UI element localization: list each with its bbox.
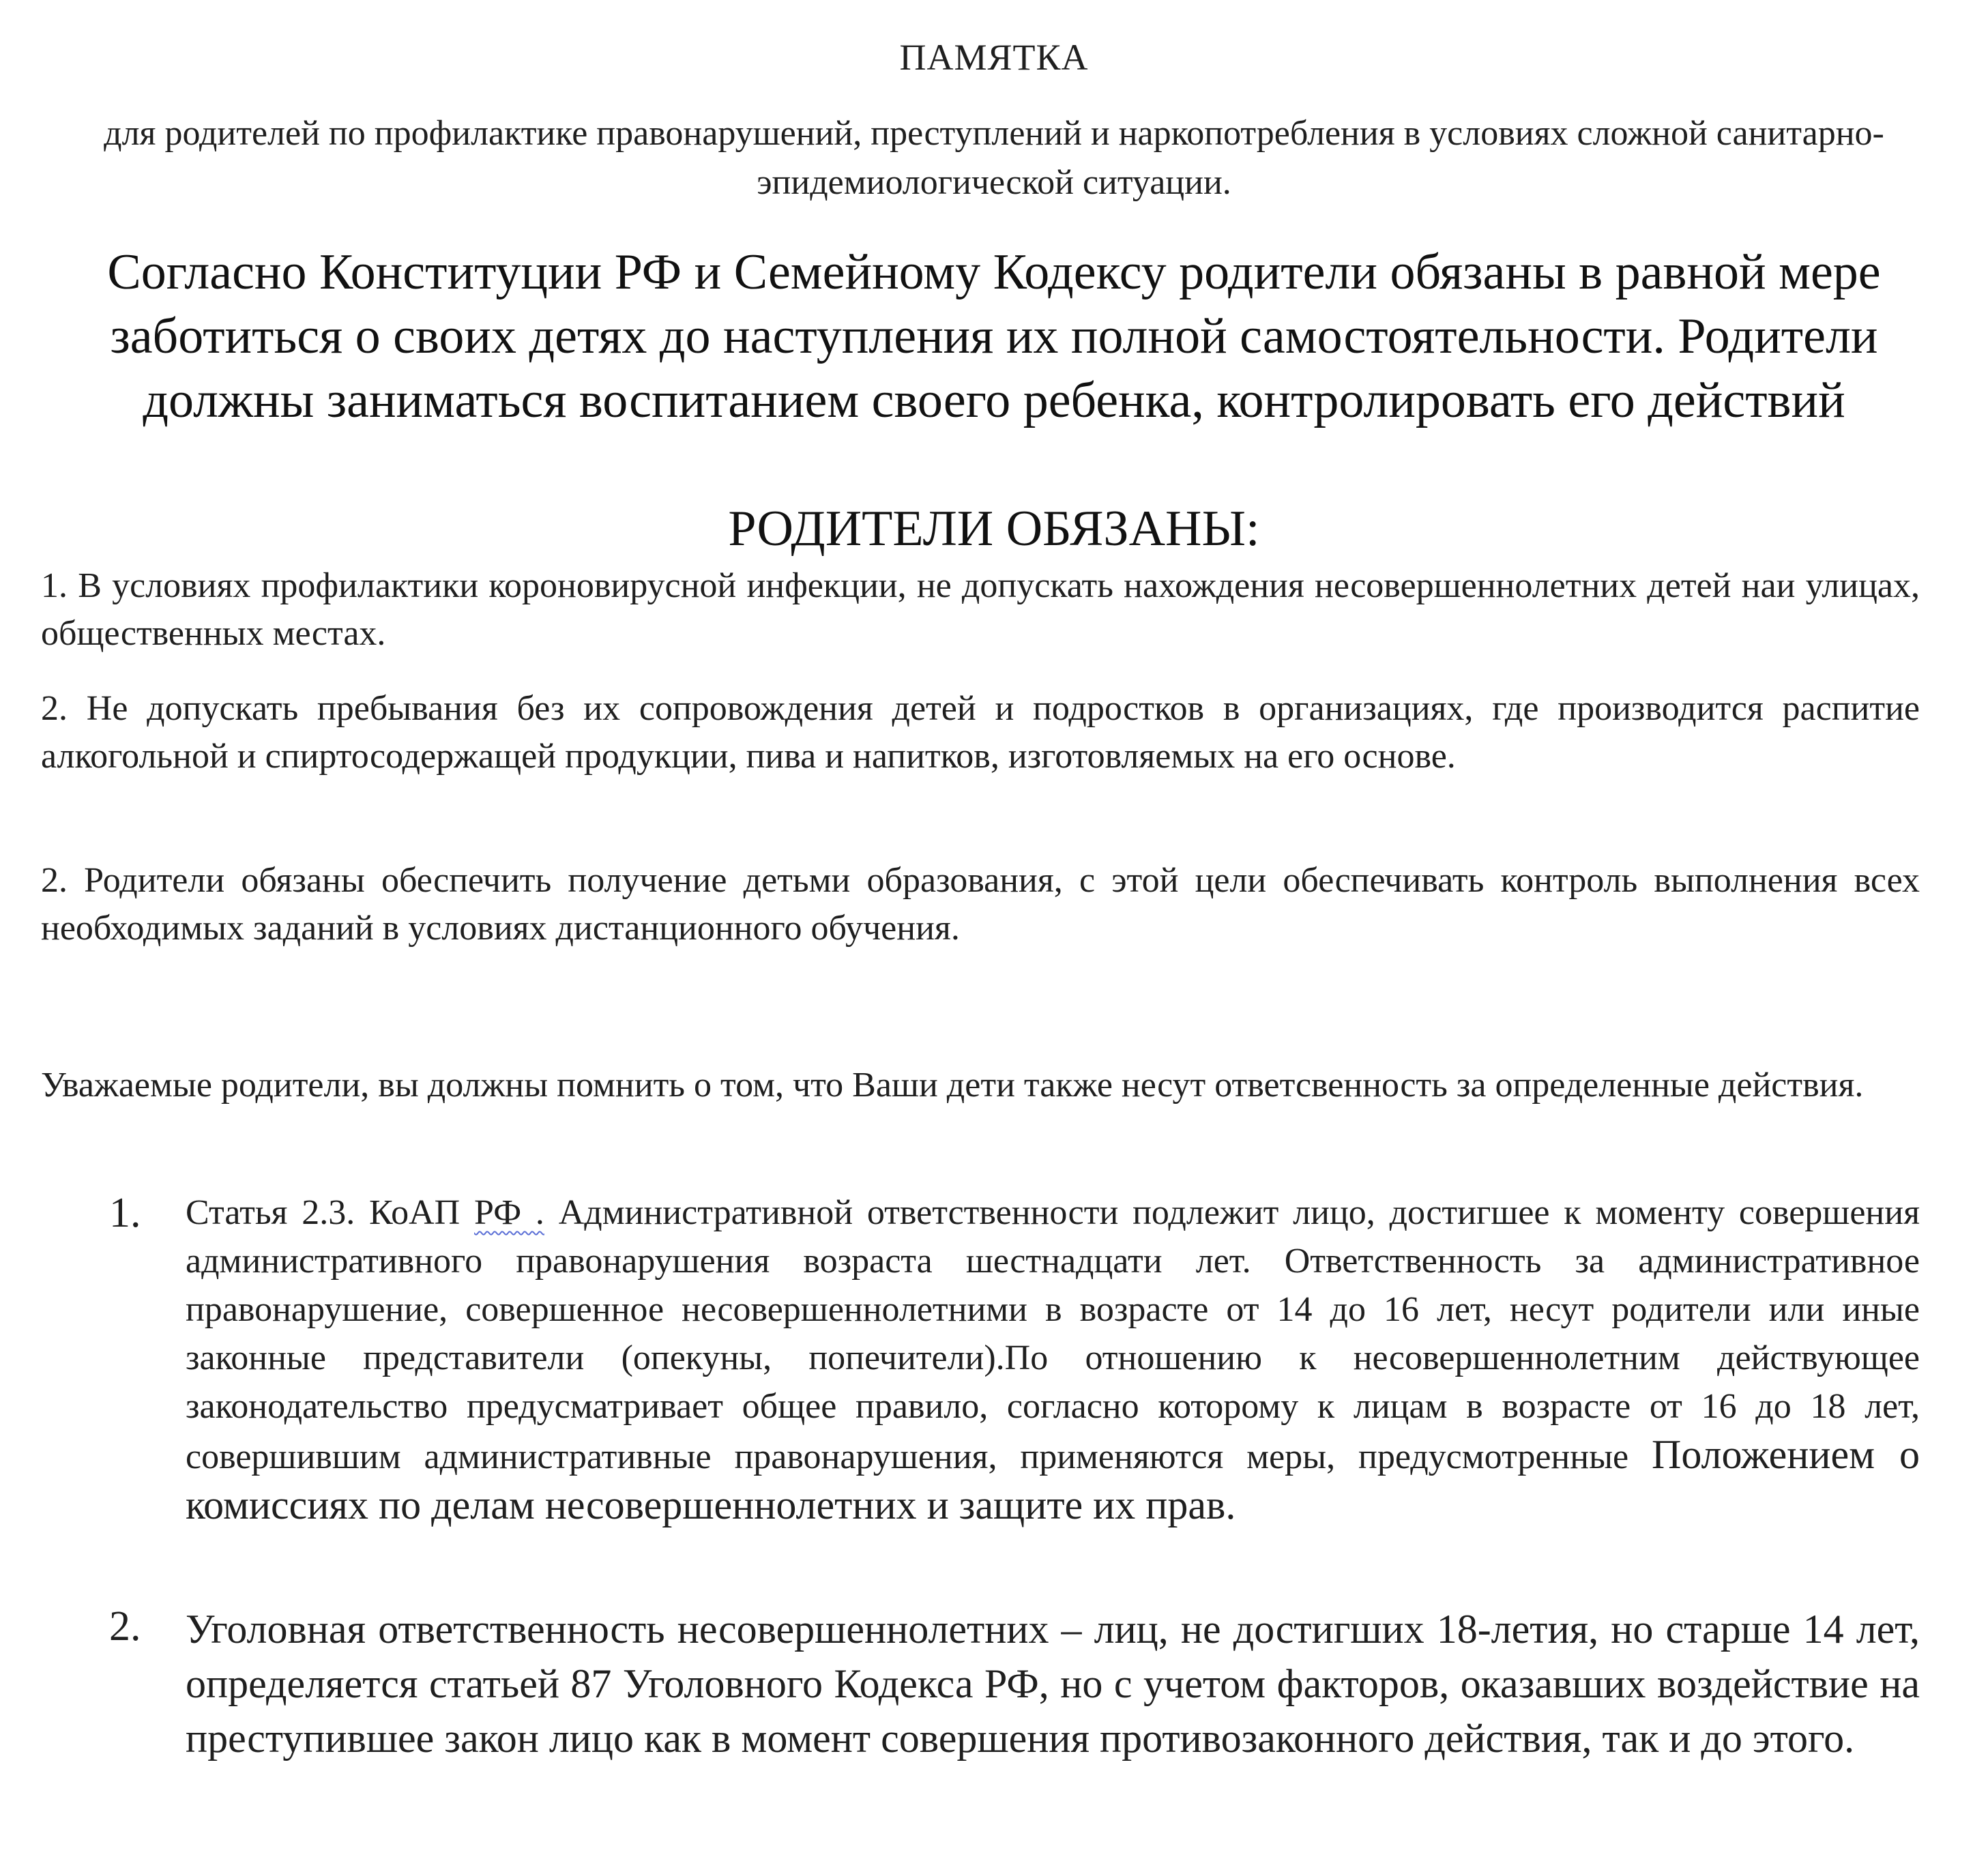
list-item-number: 2.	[109, 1603, 141, 1650]
list-item-text: Уголовная ответственность несовершеннолетних – лиц, не достигших 18-летия, но старше 14 лет, определяется статьей 87 Уголовного Кодекса РФ, но с учетом факторов, оказавших воздействие на преступившее закон лицо как в момент совершения противозаконного действия, так и до этого.	[186, 1607, 1920, 1761]
reminder-paragraph: Уважаемые родители, вы должны помнить о том, что Ваши дети также несут ответсвенность за определенные действия.	[41, 1066, 1864, 1105]
obligations-heading: РОДИТЕЛИ ОБЯЗАНЫ:	[728, 501, 1260, 557]
article-tail: Положением о комиссиях по делам несовершеннолетних и защите их прав.	[186, 1432, 1920, 1527]
obligation-item-2: 2. Не допускать пребывания без их сопровождения детей и подростков в организациях, где производится распитие алкогольной и спиртосодержащей продукции, пива и напитков, изготовляемых на его основе.	[41, 689, 1920, 776]
obligation-item-1: 1. В условиях профилактики короновирусной инфекции, не допускать нахождения несовершеннолетних детей наи улицах, общественных местах.	[41, 566, 1920, 653]
document-title: ПАМЯТКА	[899, 37, 1089, 78]
document-subtitle: для родителей по профилактике правонарушений, преступлений и наркопотребления в условиях сложной санитарно-эпидемиологической ситуации.	[104, 114, 1884, 202]
obligation-item-3: 2. Родители обязаны обеспечить получение детьми образования, с этой цели обеспечивать контроль выполнения всех необходимых заданий в условиях дистанционного обучения.	[41, 861, 1920, 948]
article-body: Административной ответственности подлежит лицо, достигшее к моменту совершения административного правонарушения возраста шестнадцати лет. Ответственность за административное правонарушение, совершенное несовершеннолетними в возрасте от 14 до 16 лет, несут родители или иные законные представители (опекуны, попечители).По отношению к несовершеннолетним действующее законодательство предусматривает общее правило, согласно которому к лицам в возрасте от 16 до 18 лет, совершившим административные правонарушения, применяются меры, предусмотренные	[186, 1193, 1920, 1476]
list-item-number: 1.	[109, 1190, 141, 1236]
spellcheck-flagged-text: РФ .	[474, 1193, 544, 1232]
list-item-text	[186, 1188, 1920, 1532]
intro-paragraph: Согласно Конституции РФ и Семейному Кодексу родители обязаны в равной мере заботиться о своих детях до наступления их полной самостоятельности. Родители должны заниматься воспитанием своего ребенка, контролировать его действий	[107, 244, 1881, 428]
article-reference: Статья 2.3. КоАП	[186, 1193, 475, 1232]
